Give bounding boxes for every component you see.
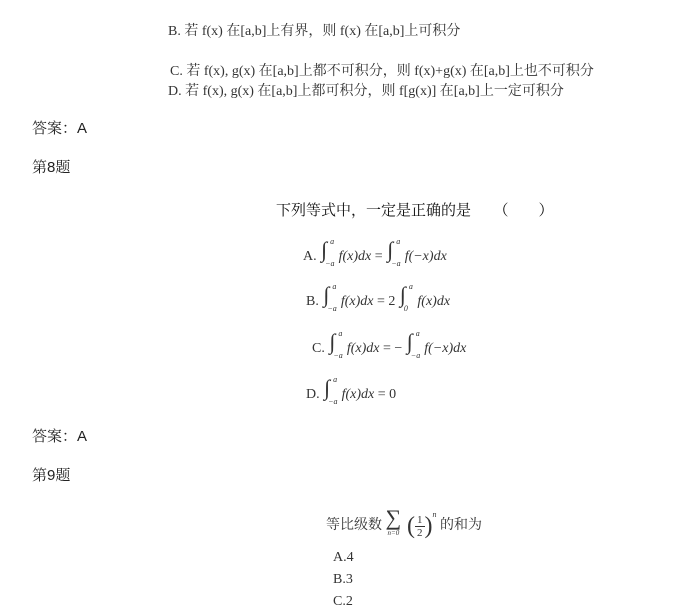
q9-option-b: B.3	[333, 572, 353, 587]
q7-answer: 答案：A	[32, 120, 88, 137]
q7-option-d-label: D.	[168, 84, 182, 99]
q9-stem-pre: 等比级数	[326, 518, 382, 533]
q8-option-a	[303, 237, 447, 268]
summation-sign: ∑ n=0	[385, 505, 402, 537]
q8-option-c	[312, 329, 467, 360]
q8-option-b-rhs: f(x)dx	[417, 294, 451, 309]
q7-option-d	[168, 80, 564, 100]
q9-heading: 第9题	[32, 467, 71, 484]
q7-option-b-text: 若 f(x) 在[a,b]上有界，则 f(x) 在[a,b]上可积分	[184, 24, 461, 39]
q8-option-d	[306, 375, 397, 406]
q8-option-b-rel: = 2	[377, 294, 396, 309]
q8-option-a-rel: =	[374, 249, 383, 264]
q8-option-c-rhs: f(−x)dx	[424, 341, 467, 356]
integral-sign: ∫ a 0	[399, 282, 413, 313]
q8-option-c-lhs: f(x)dx	[346, 341, 380, 356]
q8-answer: 答案：A	[32, 428, 88, 445]
integral-sign: ∫ a −a	[406, 329, 421, 360]
left-paren: (	[407, 513, 415, 539]
q7-option-c	[170, 60, 594, 80]
integral-sign: ∫ a −a	[324, 375, 338, 406]
integral-sign: ∫ a −a	[323, 282, 337, 313]
right-paren: )	[424, 513, 433, 539]
integral-sign: ∫ a −a	[329, 329, 343, 360]
q7-option-c-text: 若 f(x), g(x) 在[a,b]上都不可积分，则 f(x)+g(x) 在[a,b]上也不可积分	[186, 64, 594, 79]
q9-option-c: C.2	[333, 594, 353, 609]
q8-option-a-rhs: f(−x)dx	[404, 249, 447, 264]
q8-option-b-lhs: f(x)dx	[340, 294, 374, 309]
q8-option-b	[306, 282, 451, 313]
q9-stem	[326, 505, 482, 540]
q7-option-d-text: 若 f(x), g(x) 在[a,b]上都可积分，则 f[g(x)] 在[a,b]上一定可积分	[185, 84, 564, 99]
q8-option-d-lhs: f(x)dx	[341, 387, 375, 402]
q7-option-b	[168, 20, 460, 40]
q7-option-c-label: C.	[170, 64, 183, 79]
integral-sign: ∫ a −a	[387, 237, 401, 268]
q8-option-c-label: C.	[312, 341, 325, 356]
q8-stem: 下列等式中，一定是正确的是 （ ）	[276, 202, 554, 219]
q9-option-a: A.4	[333, 550, 354, 565]
q9-stem-post: 的和为	[440, 518, 482, 533]
q7-option-b-label: B.	[168, 24, 181, 39]
fraction: $\frac{1}{2}$	[417, 514, 423, 539]
q8-option-a-lhs: f(x)dx	[338, 249, 372, 264]
exponent: n	[432, 510, 437, 519]
q8-option-c-rel: = −	[383, 341, 403, 356]
q8-option-a-label: A.	[303, 249, 317, 264]
q8-option-d-rel: = 0	[377, 387, 397, 402]
q8-heading: 第8题	[32, 159, 71, 176]
q8-option-b-label: B.	[306, 294, 319, 309]
q8-option-d-label: D.	[306, 387, 320, 402]
integral-sign: ∫ a −a	[321, 237, 335, 268]
